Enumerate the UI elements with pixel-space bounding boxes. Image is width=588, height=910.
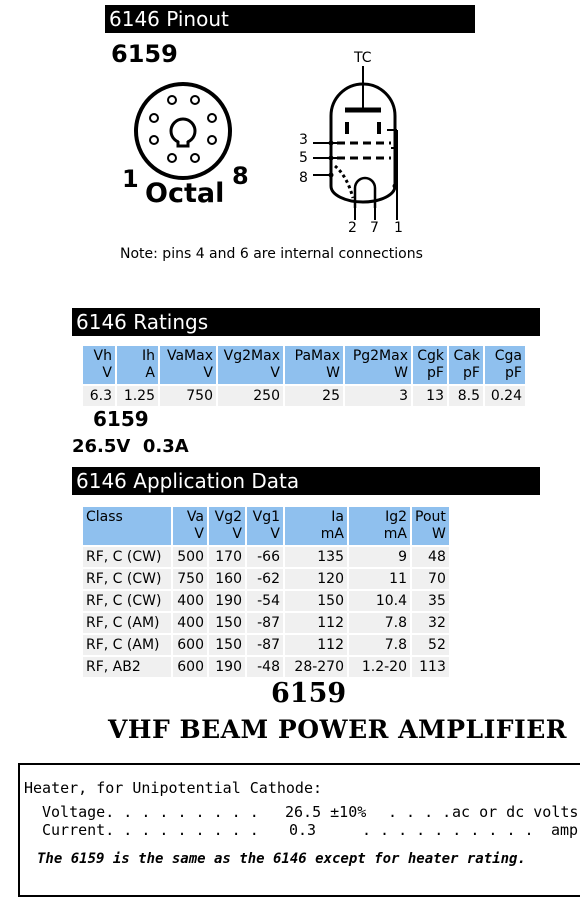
schematic-label-pin5: 5 — [299, 150, 308, 166]
pinout-note: Note: pins 4 and 6 are internal connections — [120, 246, 423, 262]
ratings-cell: 25 — [285, 386, 343, 406]
ratings-col-pg2max: Pg2Max W — [345, 346, 411, 384]
ratings-cell: 1.25 — [117, 386, 158, 406]
app-cell: 11 — [349, 569, 410, 589]
app-cell: -48 — [247, 657, 283, 677]
app-cell: 10.4 — [349, 591, 410, 611]
schematic-label-pin1: 1 — [394, 220, 403, 236]
app-cell: 112 — [285, 635, 347, 655]
app-cell: 190 — [209, 657, 245, 677]
app-cell: 600 — [173, 635, 207, 655]
datasheet-remark: The 6159 is the same as the 6146 except for heater rating. — [37, 851, 526, 867]
ratings-col-vamax: VaMax V — [160, 346, 216, 384]
voltage-label: Voltage. . . . . . . . . — [42, 803, 259, 821]
ratings-cell: 250 — [218, 386, 283, 406]
ratings-col-cak: Cak pF — [449, 346, 483, 384]
ratings-cell: 3 — [345, 386, 411, 406]
schematic-label-tc: TC — [354, 50, 372, 66]
application-table — [81, 505, 451, 679]
current-unit: amp — [551, 821, 579, 839]
app-cell: 9 — [349, 547, 410, 567]
application-header — [72, 467, 540, 495]
app-cell: -87 — [247, 613, 283, 633]
app-cell: RF, C (CW) — [83, 591, 171, 611]
schematic-label-pin8: 8 — [299, 170, 308, 186]
app-cell: 170 — [209, 547, 245, 567]
pinout-header — [105, 5, 475, 33]
app-cell: -62 — [247, 569, 283, 589]
app-cell: RF, C (CW) — [83, 569, 171, 589]
ratings-col-cga: Cga pF — [485, 346, 525, 384]
application-title: 6146 Application Data — [76, 469, 300, 493]
app-cell: RF, AB2 — [83, 657, 171, 677]
app-cell: -66 — [247, 547, 283, 567]
ratings-col-vh: Vh V — [83, 346, 115, 384]
ratings-header — [72, 308, 540, 336]
app-cell: 1.2-20 — [349, 657, 410, 677]
app-cell: 48 — [412, 547, 449, 567]
base-name-label: Octal — [145, 178, 225, 209]
app-cell: 400 — [173, 613, 207, 633]
base-pin-8-label: 8 — [232, 162, 249, 190]
app-cell: 135 — [285, 547, 347, 567]
table-row — [83, 591, 449, 611]
voltage-unit: ac or dc volts — [452, 803, 579, 821]
ratings-alt-tube: 6159 — [93, 407, 149, 431]
app-cell: RF, C (AM) — [83, 613, 171, 633]
app-cell: 190 — [209, 591, 245, 611]
app-cell: 28-270 — [285, 657, 347, 677]
app-cell: 600 — [173, 657, 207, 677]
ratings-col-pamax: PaMax W — [285, 346, 343, 384]
ratings-col-cgk: Cgk pF — [413, 346, 447, 384]
schematic-label-pin2: 2 — [348, 220, 357, 236]
pinout-alt-tube: 6159 — [111, 40, 178, 68]
ratings-table — [81, 344, 527, 408]
app-cell: 500 — [173, 547, 207, 567]
app-cell: 400 — [173, 591, 207, 611]
current-dots: . . . . . . . . . . — [362, 821, 534, 839]
current-value: 0.3 — [289, 821, 317, 839]
voltage-value: 26.5 ±10% — [285, 803, 367, 821]
app-cell: RF, C (CW) — [83, 547, 171, 567]
base-pin-1-label: 1 — [122, 165, 139, 193]
table-row — [83, 613, 449, 633]
app-cell: 120 — [285, 569, 347, 589]
table-row — [83, 635, 449, 655]
schematic-label-pin3: 3 — [299, 132, 308, 148]
ratings-alt-heater: 26.5V 0.3A — [72, 436, 189, 457]
current-label: Current. . . . . . . . . — [42, 821, 259, 839]
app-col-vg2: Vg2 V — [209, 507, 245, 545]
app-cell: 160 — [209, 569, 245, 589]
app-cell: 52 — [412, 635, 449, 655]
ratings-title: 6146 Ratings — [76, 310, 209, 334]
app-col-pout: Pout W — [412, 507, 449, 545]
voltage-dots: . . . . — [388, 803, 452, 821]
ratings-cell: 750 — [160, 386, 216, 406]
app-cell: 35 — [412, 591, 449, 611]
ratings-cell: 0.24 — [485, 386, 525, 406]
app-col-class: Class — [83, 507, 171, 545]
ratings-cell: 6.3 — [83, 386, 115, 406]
tube-schematic — [295, 48, 415, 238]
app-col-ig2: Ig2 mA — [349, 507, 410, 545]
table-row — [83, 569, 449, 589]
table-row — [83, 547, 449, 567]
app-col-vg1: Vg1 V — [247, 507, 283, 545]
ratings-cell: 13 — [413, 386, 447, 406]
app-col-ia: Ia mA — [285, 507, 347, 545]
app-cell: 70 — [412, 569, 449, 589]
app-cell: 112 — [285, 613, 347, 633]
ratings-cell: 8.5 — [449, 386, 483, 406]
pinout-title: 6146 Pinout — [109, 7, 229, 31]
app-cell: -87 — [247, 635, 283, 655]
ratings-header-row — [83, 346, 525, 384]
datasheet-heading: VHF BEAM POWER AMPLIFIER — [108, 715, 568, 744]
ratings-value-row — [83, 386, 525, 406]
app-cell: 150 — [285, 591, 347, 611]
table-row — [83, 657, 449, 677]
app-cell: 113 — [412, 657, 449, 677]
application-header-row — [83, 507, 449, 545]
app-cell: -54 — [247, 591, 283, 611]
app-cell: 7.8 — [349, 635, 410, 655]
app-cell: 150 — [209, 635, 245, 655]
heater-line: Heater, for Unipotential Cathode: — [24, 779, 323, 797]
app-cell: 7.8 — [349, 613, 410, 633]
app-cell: RF, C (AM) — [83, 635, 171, 655]
app-cell: 150 — [209, 613, 245, 633]
schematic-label-pin7: 7 — [370, 220, 379, 236]
app-col-va: Va V — [173, 507, 207, 545]
ratings-col-vg2max: Vg2Max V — [218, 346, 283, 384]
app-cell: 32 — [412, 613, 449, 633]
ratings-col-ih: Ih A — [117, 346, 158, 384]
app-cell: 750 — [173, 569, 207, 589]
datasheet-tube-number: 6159 — [271, 678, 347, 709]
